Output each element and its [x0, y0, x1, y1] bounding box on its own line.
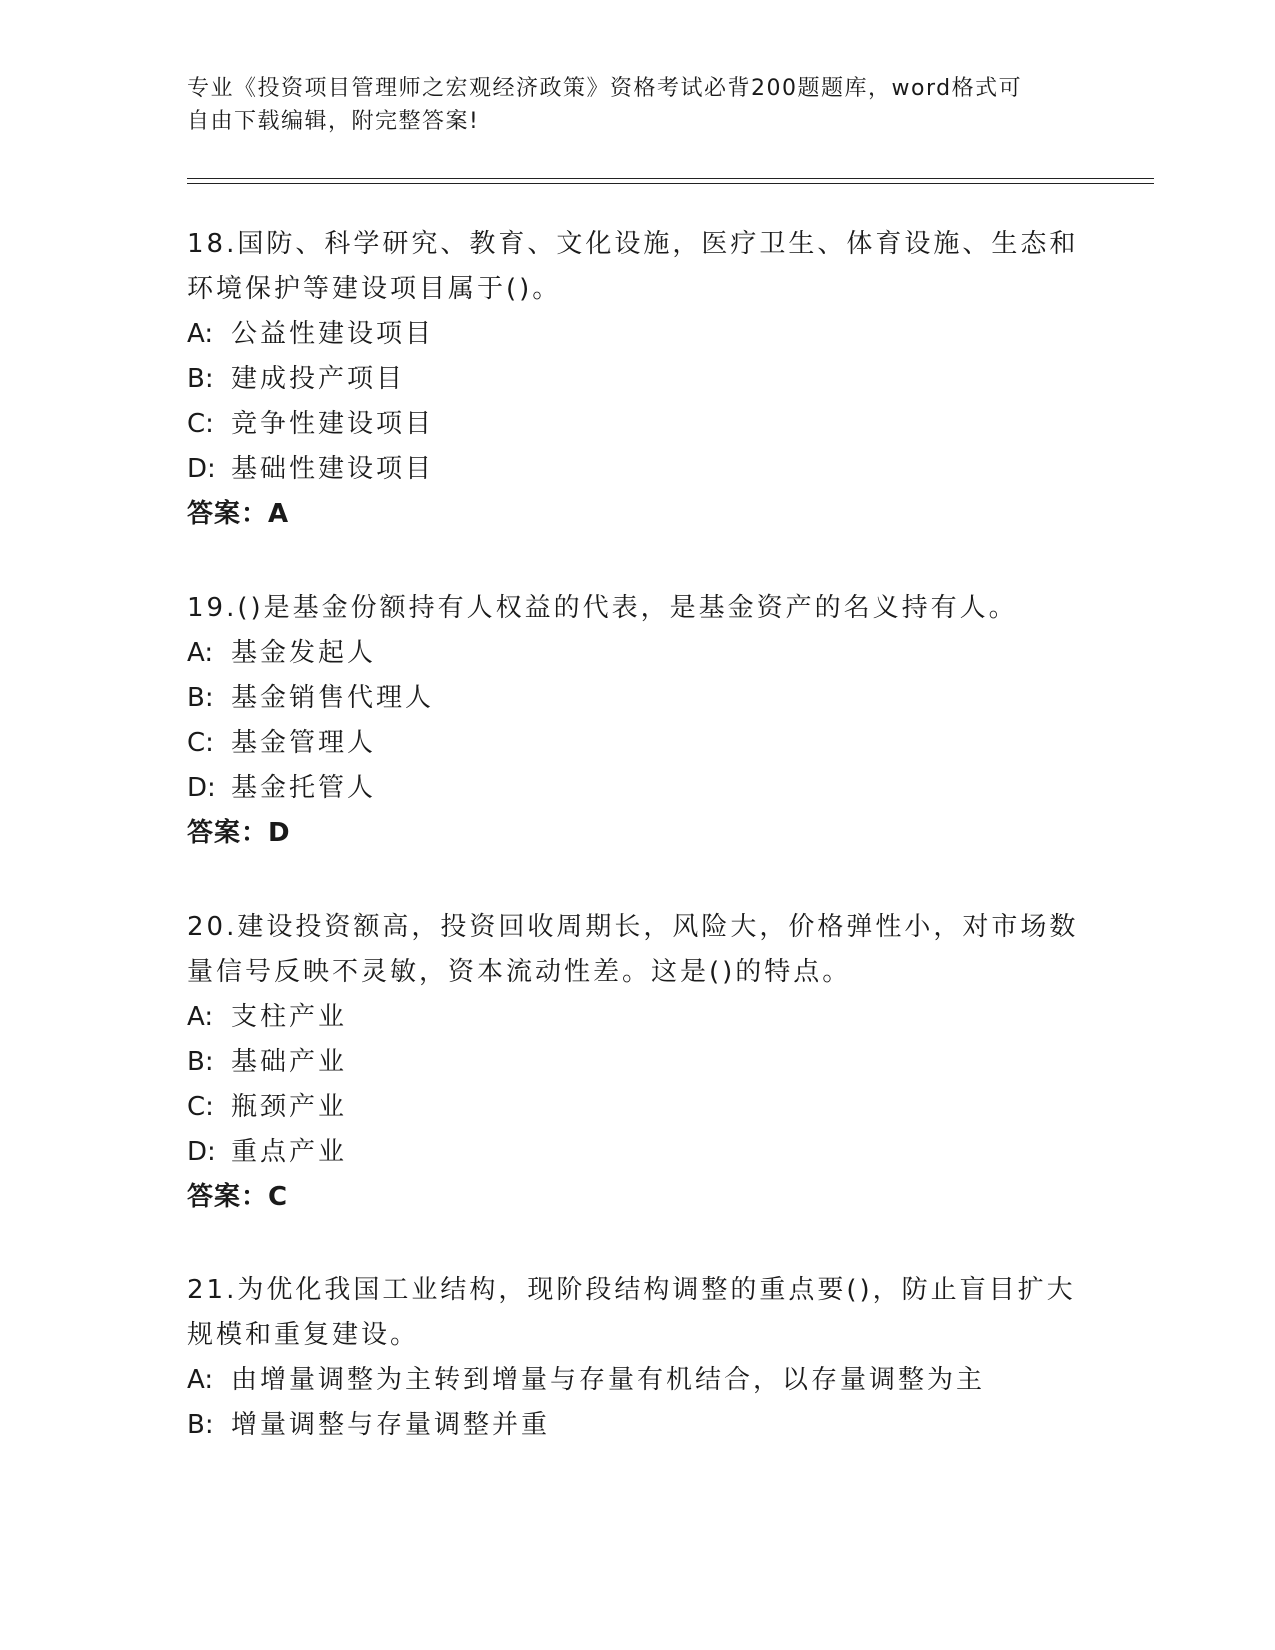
option-key: B: [187, 683, 214, 713]
option-d [187, 766, 1087, 811]
answer: 答案：C [187, 1182, 289, 1212]
question-21 [187, 1268, 1087, 1448]
option-key: C: [187, 1092, 214, 1122]
option-key: B: [187, 364, 214, 394]
option-text: 基础性建设项目 [231, 454, 435, 484]
option-b [187, 1403, 1087, 1448]
option-text: 竞争性建设项目 [231, 409, 435, 439]
question-18 [187, 222, 1087, 537]
option-key: A: [187, 1365, 214, 1395]
answer: 答案：D [187, 818, 291, 848]
document-header [187, 72, 1087, 138]
option-text: 基金发起人 [231, 638, 377, 668]
option-d [187, 1130, 1087, 1175]
option-b [187, 357, 1087, 402]
option-b [187, 676, 1087, 721]
option-key: A: [187, 319, 214, 349]
option-key: A: [187, 638, 214, 668]
question-stem: 18.国防、科学研究、教育、文化设施，医疗卫生、体育设施、生态和环境保护等建设项目属于()。 [187, 229, 1079, 304]
option-c [187, 721, 1087, 766]
option-text: 基金管理人 [231, 728, 377, 758]
option-key: D: [187, 454, 216, 484]
option-c [187, 402, 1087, 447]
option-c [187, 1085, 1087, 1130]
option-text: 重点产业 [231, 1137, 348, 1167]
header-divider-top [187, 178, 1154, 179]
question-19 [187, 586, 1087, 856]
question-stem: 20.建设投资额高，投资回收周期长，风险大，价格弹性小，对市场数量信号反映不灵敏，资本流动性差。这是()的特点。 [187, 912, 1079, 987]
option-a [187, 312, 1087, 357]
answer: 答案：A [187, 499, 290, 529]
header-divider-bottom [187, 183, 1154, 184]
option-b [187, 1040, 1087, 1085]
option-text: 支柱产业 [231, 1002, 348, 1032]
option-text: 基金托管人 [231, 773, 377, 803]
header-line-2: 自由下载编辑，附完整答案! [187, 109, 480, 134]
option-text: 增量调整与存量调整并重 [231, 1410, 551, 1440]
question-20 [187, 905, 1087, 1220]
option-text: 公益性建设项目 [231, 319, 435, 349]
option-key: B: [187, 1047, 214, 1077]
option-key: A: [187, 1002, 214, 1032]
option-key: B: [187, 1410, 214, 1440]
option-a [187, 1358, 1087, 1403]
question-stem: 19.()是基金份额持有人权益的代表，是基金资产的名义持有人。 [187, 593, 1018, 623]
option-a [187, 631, 1087, 676]
option-key: C: [187, 409, 214, 439]
option-text: 基础产业 [231, 1047, 348, 1077]
option-key: D: [187, 1137, 216, 1167]
option-key: C: [187, 728, 214, 758]
option-text: 基金销售代理人 [231, 683, 435, 713]
header-line-1: 专业《投资项目管理师之宏观经济政策》资格考试必背200题题库，word格式可 [187, 76, 1023, 101]
option-text: 瓶颈产业 [231, 1092, 348, 1122]
option-text: 由增量调整为主转到增量与存量有机结合，以存量调整为主 [231, 1365, 986, 1395]
option-key: D: [187, 773, 216, 803]
option-d [187, 447, 1087, 492]
question-stem: 21.为优化我国工业结构，现阶段结构调整的重点要()，防止盲目扩大规模和重复建设。 [187, 1275, 1076, 1350]
option-a [187, 995, 1087, 1040]
option-text: 建成投产项目 [231, 364, 406, 394]
